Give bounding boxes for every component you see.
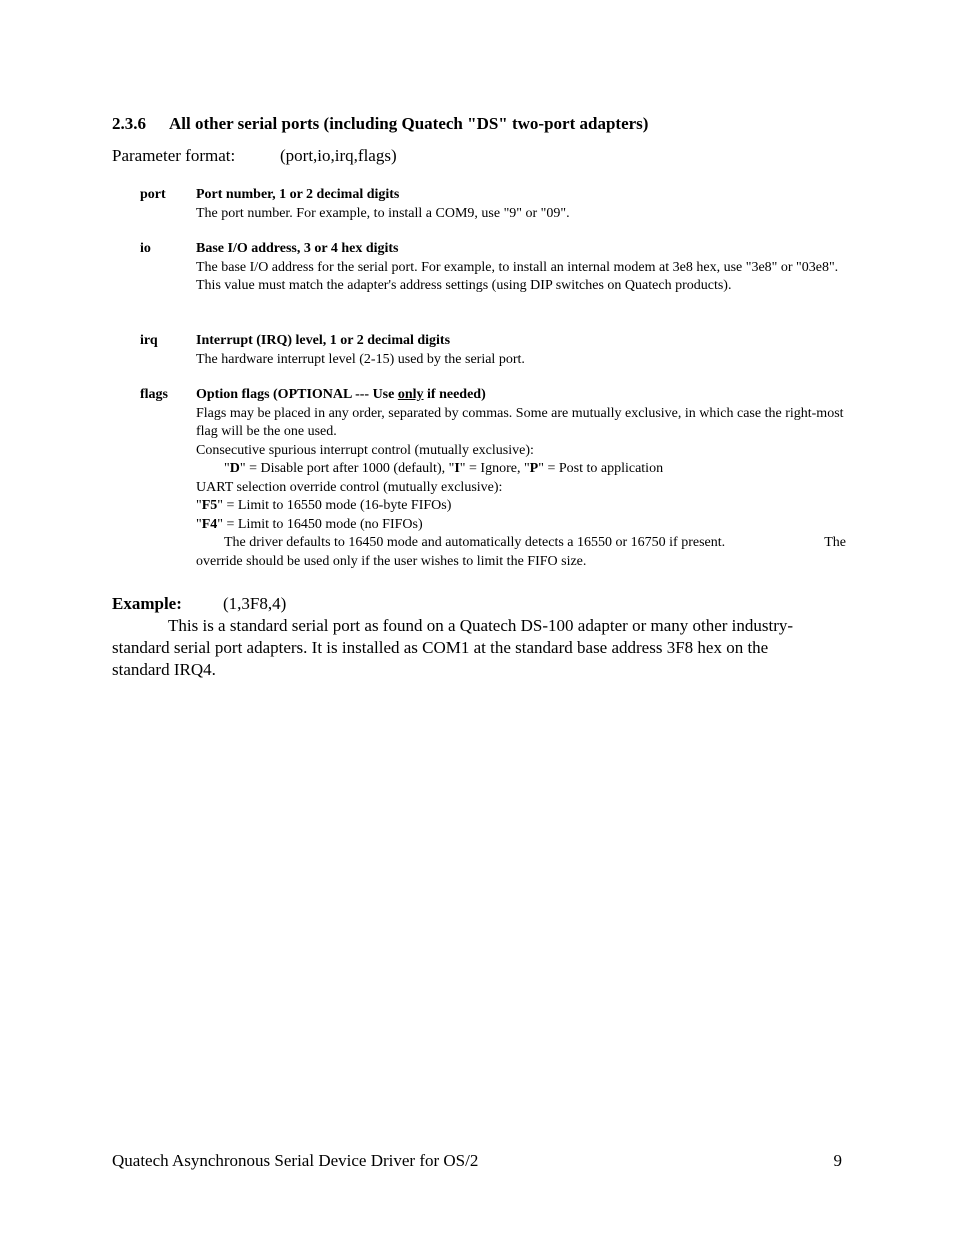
flag-text: = Disable port after 1000 (default), <box>245 461 449 476</box>
fifo-note-line: override should be used only if the user wishes to limit the FIFO size. <box>196 553 587 569</box>
param-title-suffix: if needed) <box>423 387 486 402</box>
flag-code: D <box>229 461 240 476</box>
param-description: Flags may be placed in any order, separated by commas. Some are mutually exclusive, in which case the right-most flag will be the one used. <box>196 405 844 439</box>
example-label: Example: <box>112 594 182 613</box>
parameter-format-value: (port,io,irq,flags) <box>280 146 397 165</box>
param-body <box>196 240 846 296</box>
uart-option: "F5" = Limit to 16550 mode (16-byte FIFOs) <box>196 498 452 513</box>
page-footer <box>112 1151 842 1171</box>
param-title: Interrupt (IRQ) level, 1 or 2 decimal digits <box>196 333 451 348</box>
param-description: The hardware interrupt level (2-15) used by the serial port. <box>196 351 525 367</box>
parameter-format-label: Parameter format: <box>112 146 236 165</box>
spurious-options: "D" = Disable port after 1000 (default), "I" = Ignore, "P" = Post to application <box>224 461 664 476</box>
fifo-note-text: The <box>824 535 846 550</box>
uart-heading: UART selection override control (mutually exclusive): <box>196 479 503 495</box>
flag-text: = Post to application <box>543 461 664 476</box>
example-code: (1,3F8,4) <box>223 594 287 613</box>
param-title: Base I/O address, 3 or 4 hex digits <box>196 241 399 256</box>
param-body <box>196 386 846 571</box>
flag-text: = Ignore, <box>465 461 524 476</box>
param-title-emphasis: only <box>397 387 424 402</box>
param-description: The port number. For example, to install a COM9, use "9" or "09". <box>196 205 570 221</box>
param-description: The base I/O address for the serial port. For example, to install an internal modem at 3e8 hex, use "3e8" or "03e8". This value must match the adapter's address settings (using DIP switches on Quatech products). <box>196 259 839 293</box>
section-title: All other serial ports (including Quatech "DS" two-port adapters) <box>169 114 649 133</box>
param-key: irq <box>140 333 158 348</box>
param-key: flags <box>140 387 168 402</box>
section-heading <box>112 114 648 134</box>
flag-code: I <box>454 461 460 476</box>
section-number: 2.3.6 <box>112 114 146 133</box>
flag-text: = Limit to 16550 mode (16-byte FIFOs) <box>223 498 452 513</box>
fifo-note-text: The driver defaults to 16450 mode and automatically detects a 16550 or 16750 if present. <box>224 535 726 550</box>
example-description: This is a standard serial port as found on a Quatech DS-100 adapter or many other industry-standard serial port adapters. It is installed as COM1 at the standard base address 3F8 hex on the standard IRQ4. <box>112 616 794 679</box>
param-title: Port number, 1 or 2 decimal digits <box>196 187 400 202</box>
param-title-prefix: Option flags (OPTIONAL --- Use <box>196 387 398 402</box>
flag-code: F4 <box>201 516 218 532</box>
page-number: 9 <box>833 1151 842 1170</box>
param-body <box>196 332 846 369</box>
param-body <box>196 186 846 223</box>
flag-text: = Limit to 16450 mode (no FIFOs) <box>223 516 423 532</box>
parameter-format <box>112 146 397 166</box>
flag-code: P <box>529 461 539 476</box>
footer-title: Quatech Asynchronous Serial Device Driver for OS/2 <box>112 1151 479 1170</box>
param-key: port <box>140 187 166 202</box>
example-header <box>112 593 828 615</box>
param-key: io <box>140 241 151 256</box>
flag-code: F5 <box>201 498 218 513</box>
uart-option: "F4" = Limit to 16450 mode (no FIFOs) <box>196 516 423 532</box>
example-block <box>112 593 828 681</box>
fifo-note-line <box>196 534 846 553</box>
spurious-heading: Consecutive spurious interrupt control (mutually exclusive): <box>196 442 534 458</box>
param-title <box>196 386 846 405</box>
